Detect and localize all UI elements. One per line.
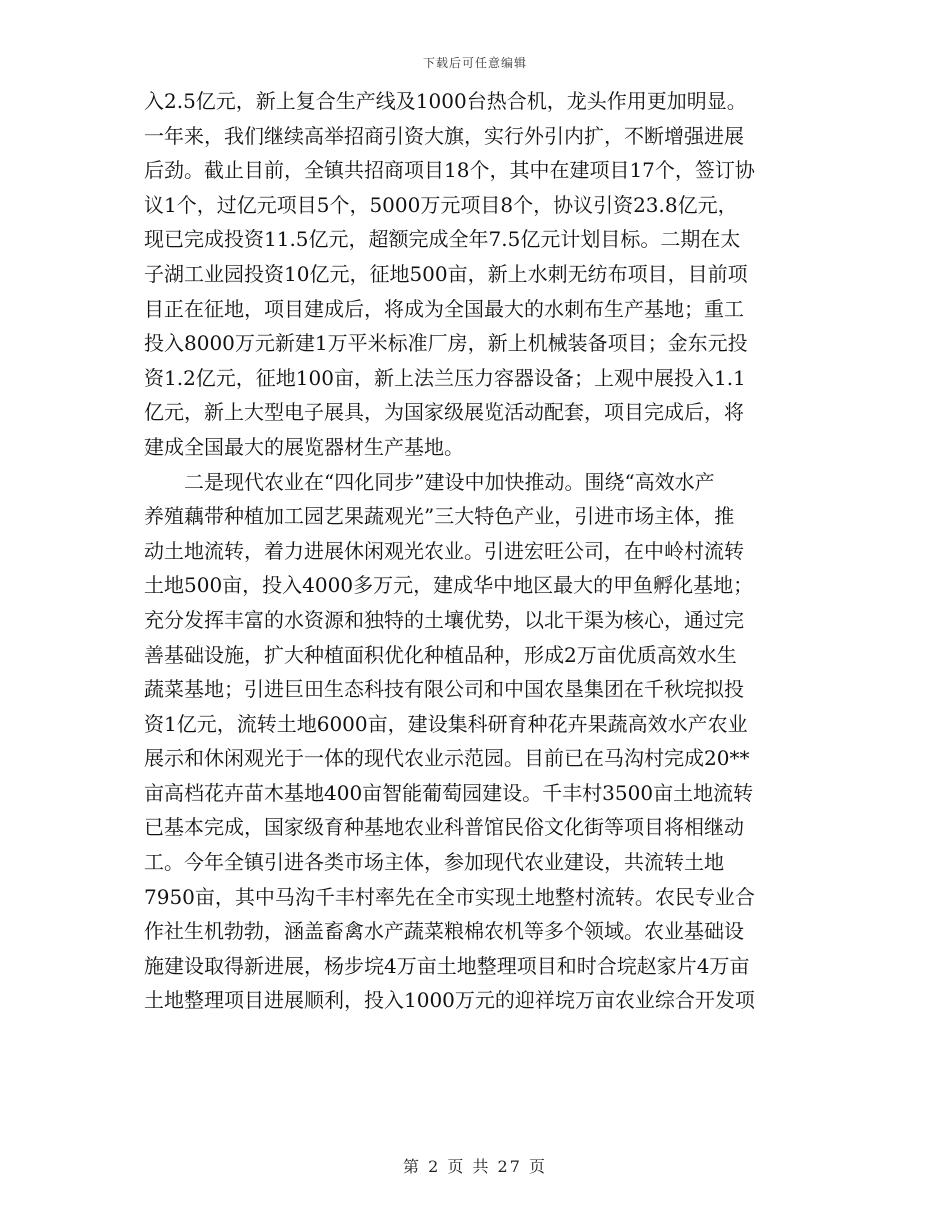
text-line: 展示和休闲观光于一体的现代农业示范园。目前已在马沟村完成20** [144,746,750,771]
text-line: 土地整理项目进展顺利，投入1000万元的迎祥垸万亩农业综合开发项 [144,988,755,1013]
text-line: 一年来，我们继续高举招商引资大旗，实行外引内扩，不断增强进展 [144,123,744,148]
text-line: 子湖工业园投资10亿元，征地500亩，新上水刺无纺布项目，目前项 [144,261,748,286]
text-line: 善基础设施，扩大种植面积优化种植品种，形成2万亩优质高效水生 [144,642,737,667]
text-line: 二是现代农业在“四化同步”建设中加快推动。围绕“高效水产 [184,469,715,494]
text-line: 目正在征地，项目建成后，将成为全国最大的水刺布生产基地；重工 [144,296,744,321]
text-line: 议1个，过亿元项目5个，5000万元项目8个，协议引资23.8亿元， [144,192,738,217]
text-line: 工。今年全镇引进各类市场主体，参加现代农业建设，共流转土地 [144,850,724,875]
page-header: 下载后可任意编辑 [422,56,527,70]
text-line: 现已完成投资11.5亿元，超额完成全年7.5亿元计划目标。二期在太 [144,227,741,252]
text-line: 已基本完成，国家级育种基地农业科普馆民俗文化街等项目将相继动 [144,815,744,840]
text-line: 施建设取得新进展，杨步垸4万亩土地整理项目和时合垸赵家片4万亩 [144,953,750,978]
text-line: 7950亩，其中马沟千丰村率先在全市实现土地整村流转。农民专业合 [144,884,755,909]
text-line: 投入8000万元新建1万平米标准厂房，新上机械装备项目；金东元投 [144,331,748,356]
text-line: 亿元，新上大型电子展具，为国家级展览活动配套，项目完成后，将 [144,400,744,425]
text-line: 动土地流转，着力进展休闲观光农业。引进宏旺公司，在中岭村流转 [144,538,744,563]
page-number-footer: 第 2 页 共 27 页 [403,1157,547,1176]
text-line: 建成全国最大的展览器材生产基地。 [144,434,464,459]
text-line: 亩高档花卉苗木基地400亩智能葡萄园建设。千丰村3500亩土地流转 [144,780,754,805]
text-line: 资1亿元，流转土地6000亩，建设集科研育种花卉果蔬高效水产农业 [144,711,748,736]
text-line: 入2.5亿元，新上复合生产线及1000台热合机，龙头作用更加明显。 [144,89,747,113]
text-line: 资1.2亿元，征地100亩，新上法兰压力容器设备；上观中展投入1.1 [144,365,746,390]
text-line: 土地500亩，投入4000多万元，建成华中地区最大的甲鱼孵化基地； [144,573,754,598]
text-line: 后劲。截止目前，全镇共招商项目18个，其中在建项目17个，签订协 [144,158,755,183]
paragraph-2 [144,465,816,1019]
text-line: 充分发挥丰富的水资源和独特的土壤优势，以北干渠为核心，通过完 [144,607,744,632]
text-line: 养殖藕带种植加工园艺果蔬观光”三大特色产业，引进市场主体，推 [144,504,735,529]
text-line: 蔬菜基地；引进巨田生态科技有限公司和中国农垦集团在千秋垸拟投 [144,677,744,702]
paragraph-1 [144,84,816,465]
document-body [144,84,816,1018]
text-line: 作社生机勃勃，涵盖畜禽水产蔬菜粮棉农机等多个领域。农业基础设 [144,919,744,944]
